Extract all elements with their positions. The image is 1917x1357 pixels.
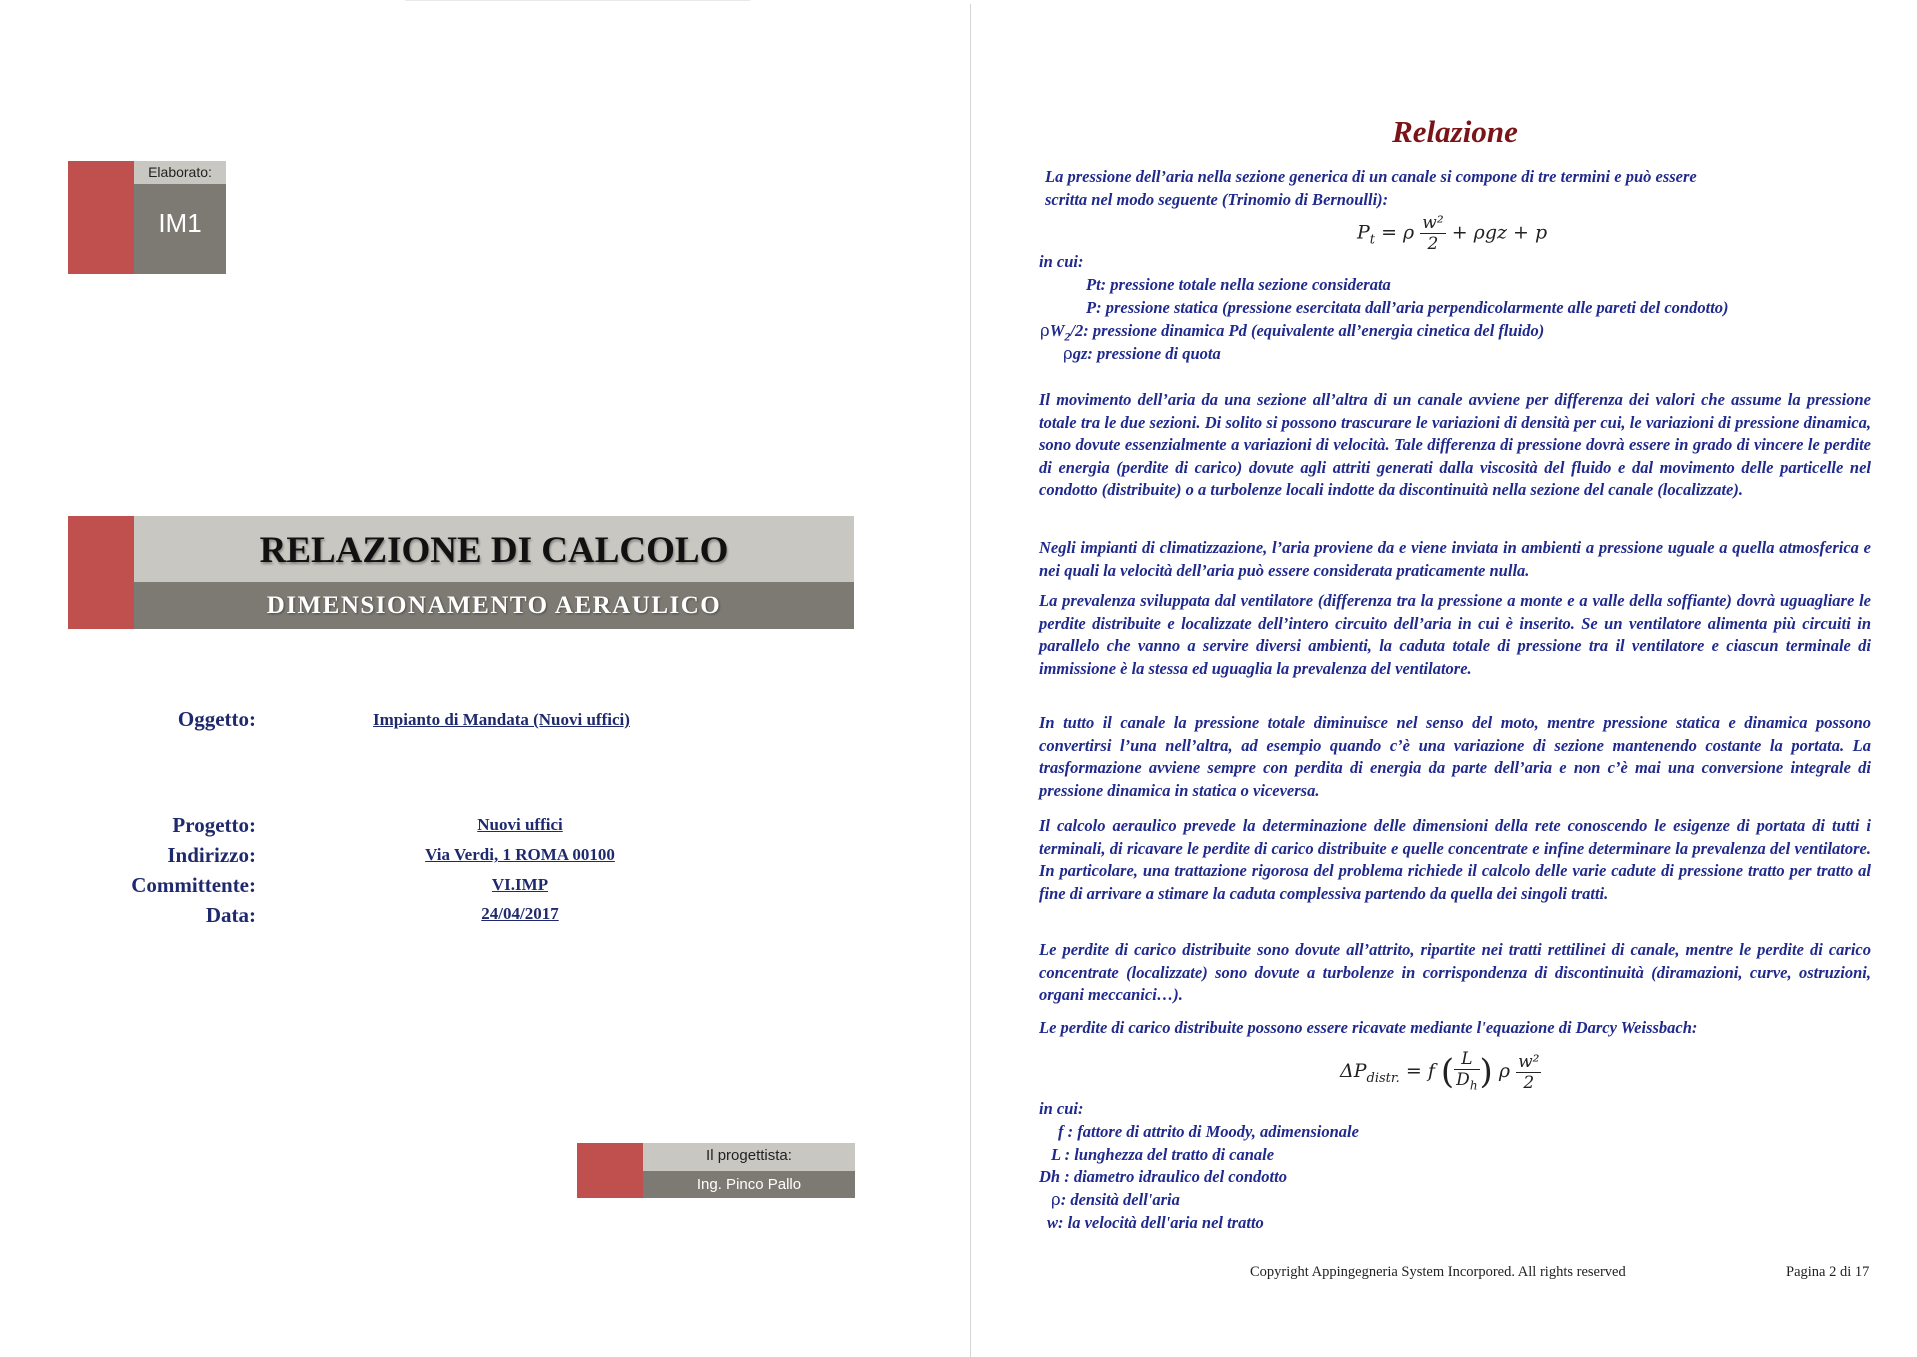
paragraph-2: Negli impianti di climatizzazione, l’aria proviene da e viene inviata in ambienti a pressione uguale a quella atmosferica e nei quali la velocità dell’aria può essere considerata praticamente nulla. — [1039, 538, 1871, 580]
def-dh: Dh : diametro idraulico del condotto — [1039, 1167, 1287, 1186]
formula2-den-sub: h — [1469, 1078, 1478, 1093]
footer-copyright: Copyright Appingegneria System Incorpored. All rights reserved — [1250, 1264, 1626, 1280]
rho-symbol: ρ — [1063, 344, 1073, 363]
formula2-wden: 2 — [1523, 1072, 1535, 1093]
def-rho-line — [1051, 1189, 1180, 1212]
elaborato-label: Elaborato: — [134, 161, 226, 184]
data-value: 24/04/2017 — [481, 904, 559, 923]
page-title: Relazione — [1392, 114, 1518, 149]
formula-pt: P — [1357, 221, 1370, 244]
committente-value: VI.IMP — [491, 875, 549, 894]
oggetto-label: Oggetto: — [177, 707, 256, 731]
in-cui-label-2: in cui: — [1039, 1099, 1084, 1118]
progetto-value: Nuovi uffici — [477, 815, 563, 834]
elaborato-code: IM1 — [134, 184, 226, 274]
progettista-accent-block — [577, 1143, 643, 1198]
intro-line-1: La pressione dell’aria nella sezione generica di un canale si compone di tre termini e può essere — [1045, 167, 1697, 186]
formula-rhs: + ρgz + p — [1451, 221, 1548, 244]
w-symbol: W — [1049, 321, 1065, 340]
formula2-fraction — [1454, 1049, 1479, 1095]
in-cui-label-1: in cui: — [1039, 252, 1084, 271]
w-subscript: 2 — [1064, 329, 1071, 344]
formula-num: w² — [1422, 213, 1444, 233]
formula-eq-rho: = ρ — [1381, 221, 1415, 244]
formula2-wnum: w² — [1518, 1051, 1540, 1072]
indirizzo-label: Indirizzo: — [167, 843, 256, 867]
def-rho-text: : densità dell'aria — [1060, 1190, 1180, 1209]
formula2-wfraction — [1516, 1052, 1541, 1093]
def-quota-text: gz: pressione di quota — [1072, 344, 1221, 363]
def-l: L : lunghezza del tratto di canale — [1051, 1145, 1275, 1164]
paragraph-3: La prevalenza sviluppata dal ventilatore (differenza tra la pressione a monte e a valle della soffiante) dovrà uguagliare le perdite distribuite e localizzate dell’intero circuito dell’aria in cui è inserito. Se un ventilatore alimenta più circuiti in parallelo che vanno a servire diversi ambienti, la caduta totale di pressione tra il ventilatore e ciascun terminale di immissione è la stessa ed uguaglia la prevalenza del ventilatore. — [1039, 591, 1871, 678]
def-pt: Pt: pressione totale nella sezione considerata — [1086, 275, 1391, 294]
footer-page-number: Pagina 2 di 17 — [1786, 1264, 1870, 1280]
formula2-den: D — [1456, 1070, 1470, 1090]
formula2-eq: = f — [1405, 1060, 1435, 1083]
rho-symbol: ρ — [1040, 321, 1050, 340]
formula-pt-sub: t — [1369, 232, 1376, 248]
progettista-name: Ing. Pinco Pallo — [643, 1171, 855, 1198]
darcy-formula — [1340, 1049, 1541, 1095]
rho-symbol: ρ — [1051, 1190, 1061, 1209]
paragraph-7: Le perdite di carico distribuite possono essere ricavate mediante l'equazione di Darcy Weissbach: — [1039, 1018, 1698, 1037]
paragraph-4: In tutto il canale la pressione totale diminuisce nel senso del moto, mentre pressione statica e dinamica possono convertirsi l’una nell’altra, ad esempio quando c’è una variazione di sezione mantenendo costante la portata. La trasformazione avviene sempre con perdita di energia da parte dell’aria e non c’è mai una conversione integrale di pressione dinamica in statica o viceversa. — [1039, 713, 1871, 800]
left-paren: ( — [1440, 1052, 1455, 1093]
intro-line-2: scritta nel modo seguente (Trinomio di Bernoulli): — [1045, 190, 1389, 209]
def-f: f : fattore di attrito di Moody, adimensionale — [1058, 1122, 1359, 1141]
formula2-lhs: ΔP — [1340, 1060, 1367, 1083]
formula2-den-wrap — [1454, 1070, 1479, 1095]
elaborato-accent-block — [68, 161, 134, 274]
progettista-label: Il progettista: — [643, 1143, 855, 1171]
formula-fraction — [1420, 213, 1445, 254]
def-p: P: pressione statica (pressione esercitata dall’aria perpendicolarmente alle pareti del condotto) — [1086, 298, 1729, 317]
formula2-num: L — [1454, 1049, 1479, 1070]
progetto-label: Progetto: — [172, 813, 256, 837]
bernoulli-formula — [1357, 213, 1547, 254]
top-edge-line — [405, 0, 750, 1]
formula2-rho: ρ — [1498, 1060, 1511, 1083]
def-pd-text: /2: pressione dinamica Pd (equivalente all’energia cinetica del fluido) — [1070, 321, 1545, 340]
formula2-sub: distr. — [1366, 1071, 1400, 1086]
formula-den: 2 — [1427, 234, 1439, 254]
document-subtitle: DIMENSIONAMENTO AERAULICO — [134, 582, 854, 629]
paragraph-1: Il movimento dell’aria da una sezione all’altra di un canale avviene per differenza dei valori che assume la pressione totale tra le due sezioni. Di solito si possono trascurare le variazioni di densità per cui, le variazioni di pressione dinamica, sono dovute essenzialmente a variazioni di velocità. Tale differenza di pressione dovrà essere in grado di vincere le perdite di energia (perdite di carico) dovute agli attriti generati dalla viscosità del fluido e dal movimento delle particelle nel condotto (distribuite) o a turbolenze locali indotte da discontinuità nella sezione del canale (localizzate). — [1039, 390, 1871, 500]
document-title: RELAZIONE DI CALCOLO — [134, 516, 854, 582]
def-quota-line — [1063, 343, 1221, 366]
paragraph-5: Il calcolo aeraulico prevede la determinazione delle dimensioni della rete conoscendo le esigenze di portata di tutti i terminali, di ricavare le perdite di carico distribuite e quelle concentrate e infine determinare la prevalenza del ventilatore. In particolare, una trattazione rigorosa del problema richiede il calcolo delle varie cadute di pressione tratto per tratto al fine di arrivare a stimare la caduta complessiva partendo da quella dei singoli tratti. — [1039, 816, 1871, 903]
page-divider — [970, 4, 971, 1357]
paragraph-6: Le perdite di carico distribuite sono dovute all’attrito, ripartite nei tratti rettilinei di canale, mentre le perdite di carico concentrate (localizzate) sono dovute a turbolenze in corrispondenza di discontinuità (diramazioni, curve, ostruzioni, organi meccanici…). — [1039, 940, 1871, 1005]
oggetto-value: Impianto di Mandata (Nuovi uffici) — [373, 710, 630, 729]
indirizzo-value: Via Verdi, 1 ROMA 00100 — [425, 845, 615, 864]
title-accent-block — [68, 516, 134, 629]
data-label: Data: — [205, 903, 256, 927]
def-w: w: la velocità dell'aria nel tratto — [1047, 1213, 1264, 1232]
committente-label: Committente: — [131, 873, 256, 897]
right-paren: ) — [1479, 1052, 1493, 1093]
